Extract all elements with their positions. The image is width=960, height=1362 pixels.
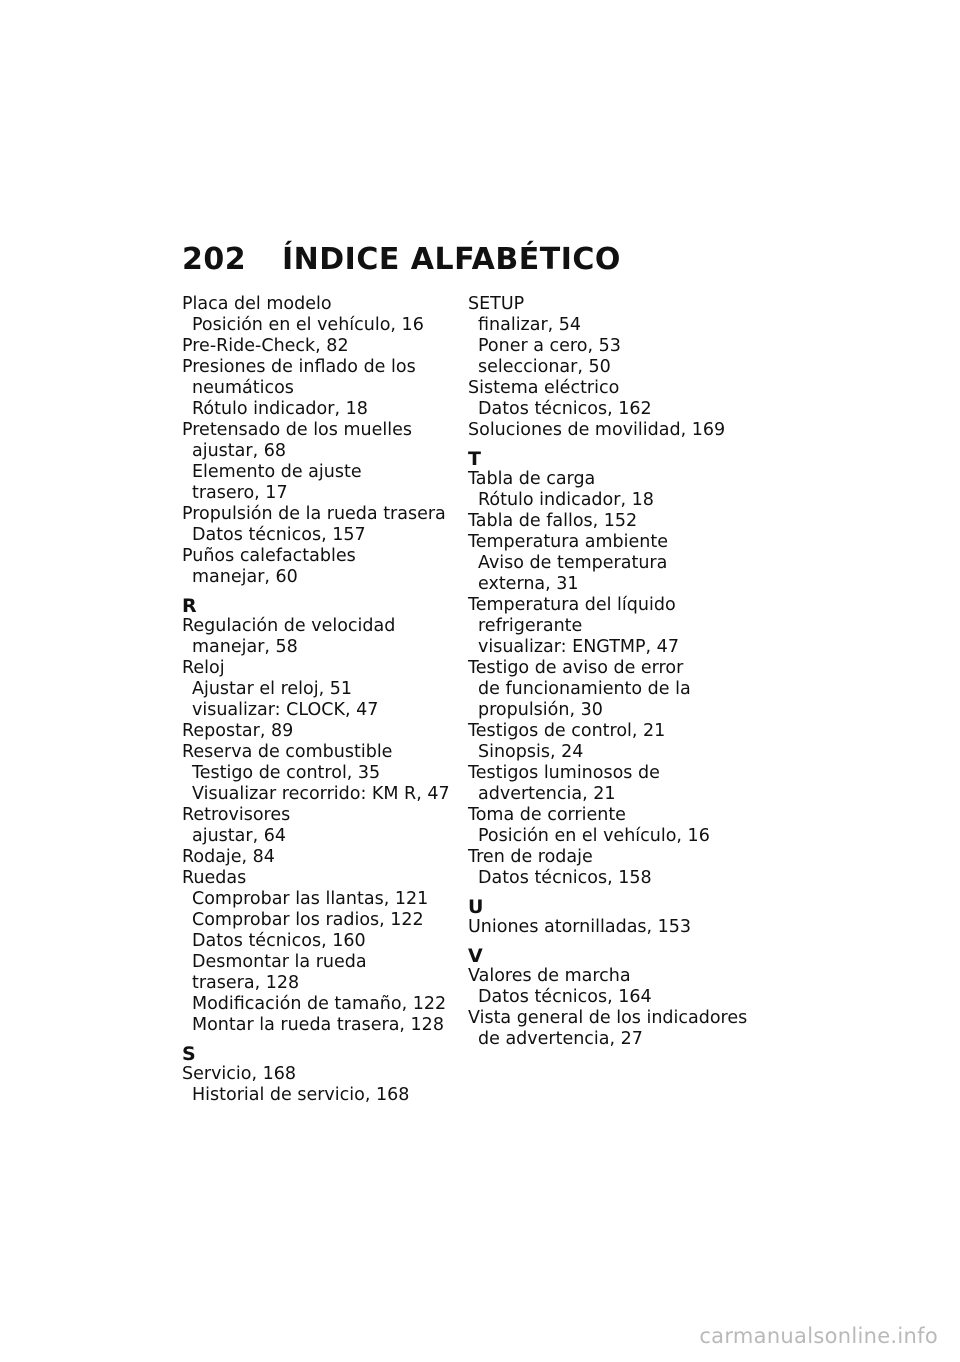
index-subentry: de advertencia, 27 bbox=[478, 1029, 643, 1049]
index-entry: Pretensado de los muelles bbox=[182, 420, 412, 440]
index-subentry: trasera, 128 bbox=[192, 973, 300, 993]
index-subentry: Montar la rueda trasera, 128 bbox=[192, 1015, 444, 1035]
index-subentry: Visualizar recorrido: KM R, 47 bbox=[192, 784, 450, 804]
index-entry: Toma de corriente bbox=[468, 805, 626, 825]
index-letter-heading: V bbox=[468, 945, 483, 967]
index-entry: Reloj bbox=[182, 658, 225, 678]
index-letter-heading: R bbox=[182, 595, 197, 617]
page-number: 202 bbox=[182, 242, 247, 277]
index-subentry: Datos técnicos, 158 bbox=[478, 868, 652, 888]
index-subentry: Poner a cero, 53 bbox=[478, 336, 621, 356]
index-subentry: finalizar, 54 bbox=[478, 315, 582, 335]
index-subentry: Elemento de ajuste bbox=[192, 462, 362, 482]
index-subentry: Sinopsis, 24 bbox=[478, 742, 584, 762]
index-subentry: de funcionamiento de la bbox=[478, 679, 691, 699]
index-subentry: Desmontar la rueda bbox=[192, 952, 367, 972]
index-entry: Propulsión de la rueda trasera bbox=[182, 504, 446, 524]
index-subentry: Posición en el vehículo, 16 bbox=[478, 826, 710, 846]
index-subentry: Posición en el vehículo, 16 bbox=[192, 315, 424, 335]
index-subentry: seleccionar, 50 bbox=[478, 357, 611, 377]
page-title: ÍNDICE ALFABÉTICO bbox=[282, 242, 621, 277]
index-subentry: Datos técnicos, 157 bbox=[192, 525, 366, 545]
index-subentry: trasero, 17 bbox=[192, 483, 288, 503]
index-subentry: visualizar: CLOCK, 47 bbox=[192, 700, 379, 720]
index-subentry: Comprobar los radios, 122 bbox=[192, 910, 424, 930]
index-entry: Tabla de fallos, 152 bbox=[468, 511, 638, 531]
index-entry: Valores de marcha bbox=[468, 966, 631, 986]
index-column-left bbox=[182, 294, 457, 1106]
index-entry: Tabla de carga bbox=[468, 469, 596, 489]
index-subentry: Rótulo indicador, 18 bbox=[192, 399, 368, 419]
index-entry: Soluciones de movilidad, 169 bbox=[468, 420, 726, 440]
index-subentry: neumáticos bbox=[192, 378, 294, 398]
index-entry: Servicio, 168 bbox=[182, 1064, 297, 1084]
index-subentry: ajustar, 64 bbox=[192, 826, 286, 846]
index-subentry: Datos técnicos, 164 bbox=[478, 987, 652, 1007]
index-subentry: Testigo de control, 35 bbox=[192, 763, 381, 783]
index-entry: Uniones atornilladas, 153 bbox=[468, 917, 692, 937]
index-subentry: propulsión, 30 bbox=[478, 700, 603, 720]
index-entry: Testigos de control, 21 bbox=[468, 721, 666, 741]
index-entry: Ruedas bbox=[182, 868, 247, 888]
index-letter-heading: S bbox=[182, 1043, 196, 1065]
index-entry: Pre-Ride-Check, 82 bbox=[182, 336, 349, 356]
index-entry: Rodaje, 84 bbox=[182, 847, 275, 867]
index-subentry: visualizar: ENGTMP, 47 bbox=[478, 637, 679, 657]
index-entry: Puños calefactables bbox=[182, 546, 356, 566]
index-letter-heading: T bbox=[468, 448, 481, 470]
index-subentry: externa, 31 bbox=[478, 574, 579, 594]
index-column-right bbox=[468, 294, 768, 1050]
index-subentry: Comprobar las llantas, 121 bbox=[192, 889, 429, 909]
index-entry: Temperatura ambiente bbox=[468, 532, 668, 552]
index-entry: Vista general de los indicadores bbox=[468, 1008, 748, 1028]
index-subentry: Rótulo indicador, 18 bbox=[478, 490, 654, 510]
index-subentry: Modificación de tamaño, 122 bbox=[192, 994, 447, 1014]
index-subentry: Aviso de temperatura bbox=[478, 553, 668, 573]
index-entry: Presiones de inflado de los bbox=[182, 357, 416, 377]
index-entry: SETUP bbox=[468, 294, 525, 314]
index-subentry: advertencia, 21 bbox=[478, 784, 616, 804]
page-header bbox=[182, 242, 621, 282]
index-subentry: refrigerante bbox=[478, 616, 583, 636]
index-entry: Reserva de combustible bbox=[182, 742, 393, 762]
index-entry: Placa del modelo bbox=[182, 294, 332, 314]
index-subentry: Datos técnicos, 162 bbox=[478, 399, 652, 419]
index-entry: Testigos luminosos de bbox=[468, 763, 660, 783]
index-entry: Tren de rodaje bbox=[468, 847, 593, 867]
index-entry: Temperatura del líquido bbox=[468, 595, 676, 615]
index-subentry: Ajustar el reloj, 51 bbox=[192, 679, 352, 699]
index-subentry: manejar, 58 bbox=[192, 637, 298, 657]
index-entry: Sistema eléctrico bbox=[468, 378, 620, 398]
index-letter-heading: U bbox=[468, 896, 484, 918]
watermark: carmanualsonline.info bbox=[699, 1324, 938, 1348]
index-subentry: ajustar, 68 bbox=[192, 441, 286, 461]
index-entry: Repostar, 89 bbox=[182, 721, 294, 741]
index-entry: Testigo de aviso de error bbox=[468, 658, 684, 678]
index-entry: Retrovisores bbox=[182, 805, 291, 825]
index-subentry: Datos técnicos, 160 bbox=[192, 931, 366, 951]
index-subentry: manejar, 60 bbox=[192, 567, 298, 587]
index-subentry: Historial de servicio, 168 bbox=[192, 1085, 410, 1105]
index-entry: Regulación de velocidad bbox=[182, 616, 396, 636]
